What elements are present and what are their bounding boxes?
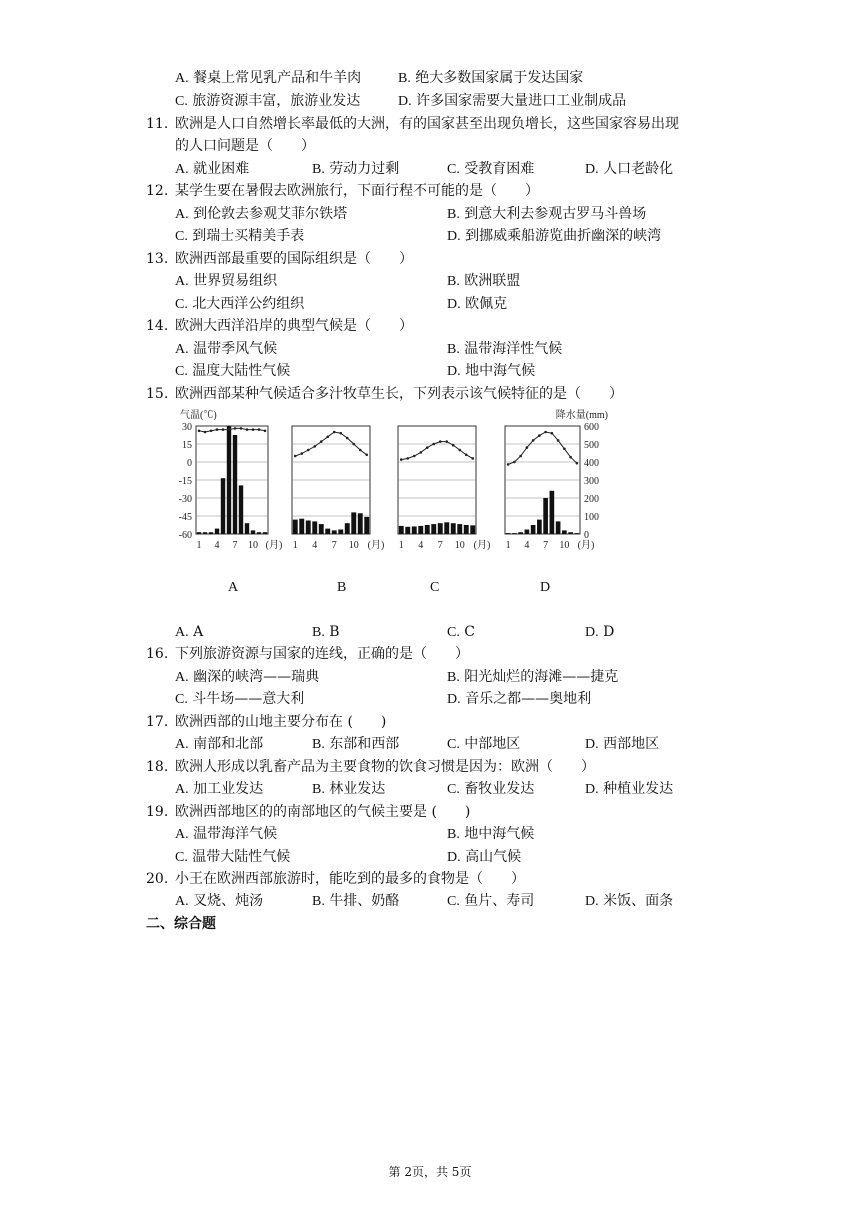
question-number: 20. xyxy=(146,871,169,887)
temperature-point xyxy=(339,432,342,435)
temperature-tick-label: 15 xyxy=(182,440,192,451)
temperature-point xyxy=(240,427,243,430)
option-letter: B. xyxy=(447,670,460,685)
temperature-point xyxy=(333,431,336,434)
temperature-tick-label: -30 xyxy=(178,494,192,505)
precipitation-tick-label: 500 xyxy=(584,440,599,451)
precipitation-bar xyxy=(306,521,311,535)
option-text: 叉烧、炖汤 xyxy=(193,893,264,909)
temperature-point xyxy=(210,430,213,433)
temperature-point xyxy=(198,430,201,433)
answer-option[interactable] xyxy=(447,891,534,912)
option-text: 欧洲联盟 xyxy=(464,273,521,289)
option-letter: C. xyxy=(175,297,188,312)
answer-option[interactable] xyxy=(312,891,399,912)
answer-option[interactable] xyxy=(175,667,319,688)
temperature-point xyxy=(400,458,403,461)
temperature-point xyxy=(426,446,429,449)
precipitation-bar xyxy=(537,520,542,534)
option-letter: D. xyxy=(398,94,412,109)
option-letter: B. xyxy=(312,625,325,640)
temperature-point xyxy=(513,461,516,464)
precipitation-bar xyxy=(312,521,317,534)
option-letter: B. xyxy=(312,894,325,909)
option-letter: C. xyxy=(447,737,460,752)
question-stem: 欧洲大西洋沿岸的典型气候是（ ） xyxy=(175,318,413,334)
option-text: 人口老龄化 xyxy=(603,161,674,177)
precipitation-bar xyxy=(215,529,219,534)
option-letter: A. xyxy=(175,207,189,222)
precipitation-bar xyxy=(525,530,530,535)
month-tick-label: 10 xyxy=(248,540,258,551)
option-text: 到意大利去参观古罗马斗兽场 xyxy=(464,206,647,222)
month-tick-label: 4 xyxy=(312,540,318,551)
temperature-point xyxy=(551,432,554,435)
temperature-point xyxy=(222,428,225,431)
answer-option[interactable] xyxy=(175,689,304,710)
option-text: 北大西洋公约组织 xyxy=(192,296,305,312)
month-tick-label: 10 xyxy=(454,540,465,551)
option-text: 温带海洋气候 xyxy=(193,826,278,842)
month-tick-label: 1 xyxy=(196,540,202,551)
temperature-point xyxy=(359,449,362,452)
option-letter: B. xyxy=(398,71,411,86)
option-text: B xyxy=(329,624,340,640)
month-tick-label: 4 xyxy=(524,540,530,551)
precipitation-tick-label: 300 xyxy=(584,476,599,487)
option-text: 温带季风气候 xyxy=(193,341,278,357)
precipitation-bar xyxy=(364,517,369,534)
chart-label-a: A xyxy=(228,580,239,595)
option-letter: D. xyxy=(585,625,599,640)
option-letter: D. xyxy=(585,162,599,177)
option-text: 牛排、奶酪 xyxy=(329,893,400,909)
question-number: 18. xyxy=(146,759,169,775)
month-tick-label: 7 xyxy=(331,540,337,551)
option-letter: A. xyxy=(175,782,189,797)
precipitation-bar xyxy=(263,532,267,534)
precipitation-bar xyxy=(239,485,243,534)
precipitation-bar xyxy=(543,498,548,534)
answer-option[interactable] xyxy=(585,622,614,643)
option-text: 东部和西部 xyxy=(329,736,400,752)
precipitation-axis-title: 降水量(mm) xyxy=(555,410,608,421)
temperature-point xyxy=(419,451,422,454)
temperature-point xyxy=(576,462,579,465)
precipitation-bar xyxy=(358,513,363,534)
precipitation-bar xyxy=(351,512,356,534)
temperature-point xyxy=(452,444,455,447)
option-text: 林业发达 xyxy=(329,781,386,797)
temperature-point xyxy=(439,440,442,443)
temperature-point xyxy=(246,428,249,431)
answer-option[interactable] xyxy=(312,734,399,755)
option-letter: B. xyxy=(447,274,460,289)
precipitation-bar xyxy=(332,530,337,534)
answer-option[interactable] xyxy=(175,847,290,868)
option-letter: C. xyxy=(175,94,188,109)
option-text: 劳动力过剩 xyxy=(329,161,400,177)
question-stem: 欧洲西部某种气候适合多汁牧草生长，下列表示该气候特征的是（ ） xyxy=(175,386,623,402)
option-letter: D. xyxy=(447,297,461,312)
answer-option[interactable] xyxy=(585,779,673,800)
precipitation-bar xyxy=(299,519,304,534)
temperature-point xyxy=(228,428,231,431)
answer-option[interactable] xyxy=(447,622,475,643)
temperature-point xyxy=(216,428,219,431)
question-number: 14. xyxy=(146,318,169,334)
month-tick-label: 1 xyxy=(292,540,298,551)
question-number: 12. xyxy=(146,183,169,199)
precipitation-bar xyxy=(221,478,225,534)
precipitation-bar xyxy=(338,530,343,535)
option-letter: C. xyxy=(447,894,460,909)
precipitation-bar xyxy=(451,523,456,534)
option-text: 斗牛场——意大利 xyxy=(192,691,305,707)
option-letter: B. xyxy=(447,342,460,357)
precipitation-bar xyxy=(418,526,423,534)
precipitation-bar xyxy=(531,525,536,534)
precipitation-tick-label: 0 xyxy=(584,530,589,541)
precipitation-bar xyxy=(556,521,561,534)
option-letter: A. xyxy=(175,737,189,752)
option-text: 温带大陆性气候 xyxy=(192,849,291,865)
answer-option[interactable] xyxy=(585,734,659,755)
question-stem: 的人口问题是（ ） xyxy=(175,138,315,154)
precipitation-bar xyxy=(345,523,350,534)
option-text: 世界贸易组织 xyxy=(193,273,278,289)
temperature-tick-label: 0 xyxy=(187,458,192,469)
answer-option[interactable] xyxy=(585,891,673,912)
temperature-point xyxy=(307,449,310,452)
answer-option[interactable] xyxy=(175,824,277,845)
month-tick-label: 10 xyxy=(559,540,570,551)
temperature-point xyxy=(320,440,323,443)
option-letter: A. xyxy=(175,670,189,685)
option-letter: A. xyxy=(175,342,189,357)
option-letter: C. xyxy=(175,692,188,707)
month-unit-label: (月) xyxy=(367,540,385,551)
answer-option[interactable] xyxy=(447,847,521,868)
answer-option[interactable] xyxy=(312,779,385,800)
temperature-point xyxy=(538,434,541,437)
option-text: 地中海气候 xyxy=(464,826,535,842)
option-letter: C. xyxy=(175,229,188,244)
precipitation-tick-label: 400 xyxy=(584,458,599,469)
option-letter: B. xyxy=(312,782,325,797)
precipitation-bar xyxy=(209,532,213,534)
precipitation-bar xyxy=(399,526,404,534)
question-stem: 下列旅游资源与国家的连线，正确的是（ ） xyxy=(175,646,469,662)
option-text: 米饭、面条 xyxy=(603,893,674,909)
precipitation-bar xyxy=(444,522,449,534)
option-letter: B. xyxy=(312,162,325,177)
option-letter: D. xyxy=(585,737,599,752)
temperature-point xyxy=(294,455,297,458)
temperature-point xyxy=(563,448,566,451)
precipitation-bar xyxy=(325,529,330,534)
precipitation-bar xyxy=(568,532,573,534)
option-text: 中部地区 xyxy=(464,736,521,752)
temperature-tick-label: 30 xyxy=(182,422,192,433)
question-stem: 欧洲是人口自然增长率最低的大洲，有的国家甚至出现负增长，这些国家容易出现 xyxy=(175,116,679,132)
precipitation-bar xyxy=(470,525,475,534)
option-letter: A. xyxy=(175,625,189,640)
temperature-point xyxy=(519,455,522,458)
temperature-point xyxy=(258,428,261,431)
month-unit-label: (月) xyxy=(265,540,283,551)
temperature-point xyxy=(526,446,529,449)
option-text: 绝大多数国家属于发达国家 xyxy=(415,70,584,86)
option-text: 阳光灿烂的海滩——捷克 xyxy=(464,669,619,685)
temperature-point xyxy=(313,445,316,448)
question-number: 19. xyxy=(146,804,169,820)
precipitation-bar xyxy=(233,435,237,534)
precipitation-bar xyxy=(575,533,580,534)
option-text: 地中海气候 xyxy=(465,363,536,379)
precipitation-bar xyxy=(293,520,298,534)
option-text: 鱼片、寿司 xyxy=(464,893,535,909)
option-text: 幽深的峡湾——瑞典 xyxy=(193,669,320,685)
temperature-point xyxy=(365,454,368,457)
question-number: 15. xyxy=(146,386,169,402)
question-stem: 欧洲人形成以乳畜产品为主要食物的饮食习惯是因为：欧洲（ ） xyxy=(175,759,595,775)
month-tick-label: 4 xyxy=(418,540,424,551)
precipitation-bar xyxy=(457,524,462,534)
temperature-point xyxy=(471,457,474,460)
precipitation-bar xyxy=(405,527,410,534)
option-letter: A. xyxy=(175,71,189,86)
precipitation-bar xyxy=(550,491,555,534)
option-letter: D. xyxy=(447,364,461,379)
precipitation-tick-label: 100 xyxy=(584,512,599,523)
question-stem: 欧洲西部的山地主要分布在 ( ) xyxy=(175,714,387,730)
month-tick-label: 7 xyxy=(437,540,443,551)
temperature-point xyxy=(445,440,448,443)
precipitation-bar xyxy=(562,530,567,534)
option-letter: B. xyxy=(447,207,460,222)
option-letter: A. xyxy=(175,827,189,842)
question-stem: 欧洲西部最重要的国际组织是（ ） xyxy=(175,251,413,267)
option-text: 许多国家需要大量进口工业制成品 xyxy=(416,93,627,109)
question-number: 17. xyxy=(146,714,169,730)
precipitation-bar xyxy=(431,524,436,534)
option-letter: C. xyxy=(175,364,188,379)
option-letter: A. xyxy=(175,274,189,289)
option-text: 西部地区 xyxy=(603,736,660,752)
option-text: 到挪威乘船游览曲折幽深的峡湾 xyxy=(465,228,662,244)
option-letter: D. xyxy=(447,692,461,707)
month-unit-label: (月) xyxy=(473,540,491,551)
question-number: 16. xyxy=(146,646,169,662)
temperature-point xyxy=(569,456,572,459)
precipitation-bar xyxy=(197,532,201,534)
temperature-point xyxy=(413,455,416,458)
precipitation-bar xyxy=(251,530,255,534)
precipitation-tick-label: 200 xyxy=(584,494,599,505)
option-text: C xyxy=(464,624,476,640)
option-text: 种植业发达 xyxy=(603,781,674,797)
option-letter: C. xyxy=(447,162,460,177)
temperature-tick-label: -15 xyxy=(178,476,192,487)
answer-option[interactable] xyxy=(175,779,263,800)
temperature-point xyxy=(234,427,237,430)
option-text: 温带海洋性气候 xyxy=(464,341,563,357)
precipitation-bar xyxy=(512,533,517,534)
option-letter: C. xyxy=(447,625,460,640)
temperature-point xyxy=(300,452,303,455)
temperature-point xyxy=(507,463,510,466)
option-text: 温度大陆性气候 xyxy=(192,363,291,379)
answer-option[interactable] xyxy=(447,734,520,755)
precipitation-tick-label: 600 xyxy=(584,422,599,433)
precipitation-bar xyxy=(245,523,249,534)
answer-option[interactable] xyxy=(312,622,340,643)
option-letter: B. xyxy=(447,827,460,842)
option-text: 餐桌上常见乳产品和牛羊肉 xyxy=(193,70,362,86)
answer-option[interactable] xyxy=(175,891,263,912)
question-number: 13. xyxy=(146,251,169,267)
month-tick-label: 7 xyxy=(543,540,549,551)
option-text: A xyxy=(193,624,204,640)
month-tick-label: 10 xyxy=(348,540,359,551)
option-letter: A. xyxy=(175,162,189,177)
temperature-point xyxy=(406,457,409,460)
option-letter: D. xyxy=(447,229,461,244)
precipitation-bar xyxy=(227,426,231,534)
page-footer: 第 2页，共 5页 xyxy=(388,1165,472,1179)
precipitation-bar xyxy=(257,532,261,534)
temperature-point xyxy=(432,443,435,446)
option-text: 旅游资源丰富，旅游业发达 xyxy=(192,93,361,109)
month-tick-label: 1 xyxy=(398,540,404,551)
answer-option[interactable] xyxy=(447,667,618,688)
month-unit-label: (月) xyxy=(577,540,595,551)
option-letter: D. xyxy=(447,850,461,865)
chart-label-c: C xyxy=(430,580,440,595)
temperature-tick-label: -60 xyxy=(178,530,192,541)
temperature-point xyxy=(204,431,207,434)
question-stem: 欧洲西部地区的的南部地区的气候主要是 ( ) xyxy=(175,804,471,820)
precipitation-bar xyxy=(506,533,511,534)
option-text: 欧佩克 xyxy=(465,296,508,312)
option-letter: C. xyxy=(447,782,460,797)
option-letter: A. xyxy=(175,894,189,909)
temperature-point xyxy=(557,439,560,442)
temperature-tick-label: -45 xyxy=(178,512,192,523)
question-stem: 某学生要在暑假去欧洲旅行，下面行程不可能的是（ ） xyxy=(175,183,539,199)
temperature-point xyxy=(458,449,461,452)
option-text: 到瑞士买精美手表 xyxy=(192,228,305,244)
option-text: 音乐之都——奥地利 xyxy=(465,691,592,707)
month-tick-label: 1 xyxy=(505,540,511,551)
temperature-point xyxy=(252,428,255,431)
temperature-axis-title: 气温(℃) xyxy=(180,410,217,421)
answer-option[interactable] xyxy=(175,734,263,755)
option-letter: C. xyxy=(175,850,188,865)
temperature-point xyxy=(352,443,355,446)
option-text: 南部和北部 xyxy=(193,736,264,752)
answer-option[interactable] xyxy=(447,824,534,845)
option-letter: D. xyxy=(585,894,599,909)
temperature-point xyxy=(326,436,329,439)
section-title: 二、综合题 xyxy=(146,916,216,932)
temperature-point xyxy=(465,454,468,457)
temperature-point xyxy=(264,430,267,433)
option-text: 畜牧业发达 xyxy=(464,781,535,797)
question-number: 11. xyxy=(146,116,169,132)
option-letter: D. xyxy=(585,782,599,797)
option-text: D xyxy=(603,624,615,640)
chart-label-b: B xyxy=(337,580,347,595)
precipitation-bar xyxy=(203,532,207,534)
precipitation-bar xyxy=(412,526,417,534)
option-text: 就业困难 xyxy=(193,161,250,177)
precipitation-bar xyxy=(438,523,443,534)
temperature-point xyxy=(544,431,547,434)
month-tick-label: 4 xyxy=(214,540,220,551)
answer-option[interactable] xyxy=(447,689,591,710)
temperature-point xyxy=(532,439,535,442)
option-text: 到伦敦去参观艾菲尔铁塔 xyxy=(193,206,348,222)
precipitation-bar xyxy=(319,524,324,534)
chart-label-d: D xyxy=(540,580,551,595)
option-text: 高山气候 xyxy=(465,849,522,865)
answer-option[interactable] xyxy=(175,622,203,643)
precipitation-bar xyxy=(425,525,430,534)
option-text: 受教育困难 xyxy=(464,161,535,177)
option-text: 加工业发达 xyxy=(193,781,264,797)
option-letter: B. xyxy=(312,737,325,752)
question-stem: 小王在欧洲西部旅游时，能吃到的最多的食物是（ ） xyxy=(175,871,525,887)
precipitation-bar xyxy=(464,525,469,534)
answer-option[interactable] xyxy=(447,779,534,800)
precipitation-bar xyxy=(518,532,523,534)
month-tick-label: 7 xyxy=(232,540,238,551)
temperature-point xyxy=(346,437,349,440)
